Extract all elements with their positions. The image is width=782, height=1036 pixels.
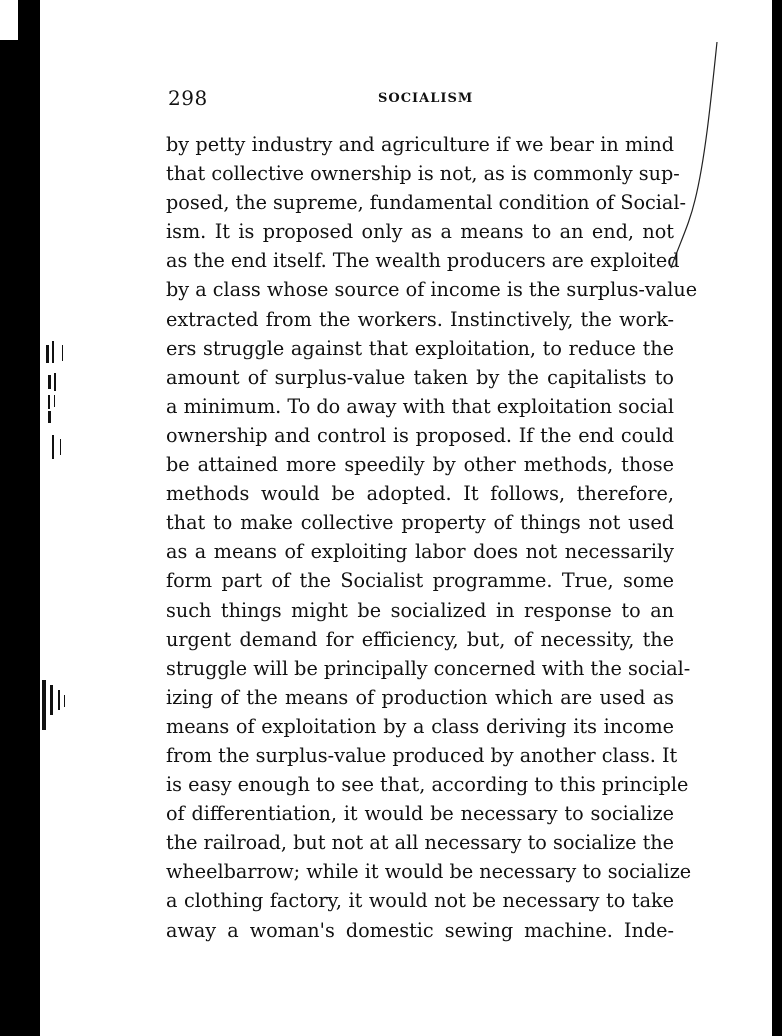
page-number: 298	[168, 86, 208, 110]
text-line: means of exploitation by a class deriving its income	[166, 714, 674, 738]
text-line: that to make collective property of things not used	[166, 511, 674, 535]
text-line: as a means of exploiting labor does not necessarily	[166, 540, 674, 564]
text-line: a minimum. To do away with that exploitation social	[166, 394, 674, 418]
text-line: be attained more speedily by other methods, those	[166, 453, 674, 477]
pen-mark	[665, 40, 725, 270]
text-line: posed, the supreme, fundamental condition of Social-	[166, 191, 686, 215]
text-line: the railroad, but not at all necessary to socialize the	[166, 831, 674, 855]
bleed-through-marks	[42, 670, 72, 740]
text-line: ism. It is proposed only as a means to an end, not	[166, 220, 674, 244]
text-line: ownership and control is proposed. If the end could	[166, 423, 674, 447]
text-line: away a woman's domestic sewing machine. Inde-	[166, 918, 674, 942]
text-line: such things might be socialized in response to an	[166, 598, 674, 622]
text-line: wheelbarrow; while it would be necessary to socialize	[166, 860, 692, 884]
text-line: by petty industry and agriculture if we bear in mind	[166, 133, 674, 156]
scan-edge-right	[772, 0, 782, 1036]
text-line: amount of surplus-value taken by the capitalists to	[166, 365, 674, 389]
scan-edge-notch	[0, 0, 18, 40]
running-head: SOCIALISM	[378, 91, 474, 106]
text-line: struggle will be principally concerned with the social-	[166, 656, 691, 680]
bleed-through-marks	[42, 315, 72, 465]
text-line: form part of the Socialist programme. True, some	[166, 569, 674, 593]
text-line: by a class whose source of income is the surplus-value	[166, 278, 698, 302]
scan-edge-left	[0, 0, 40, 1036]
text-line: methods would be adopted. It follows, therefore,	[166, 482, 674, 506]
text-line: ers struggle against that exploitation, to reduce the	[166, 336, 674, 360]
text-line: of differentiation, it would be necessary to socialize	[166, 802, 674, 826]
text-line: extracted from the workers. Instinctively, the work-	[166, 307, 674, 331]
text-line: that collective ownership is not, as is commonly sup-	[166, 162, 680, 186]
text-line: izing of the means of production which are used as	[166, 685, 674, 709]
text-line: urgent demand for efficiency, but, of necessity, the	[166, 627, 674, 651]
text-line: from the surplus-value produced by another class. It	[166, 743, 678, 767]
text-line: as the end itself. The wealth producers are exploited	[166, 249, 680, 273]
text-line: a clothing factory, it would not be necessary to take	[166, 889, 674, 913]
page-header	[168, 86, 678, 114]
text-line: is easy enough to see that, according to this principle	[166, 773, 689, 797]
body-text	[166, 130, 698, 945]
